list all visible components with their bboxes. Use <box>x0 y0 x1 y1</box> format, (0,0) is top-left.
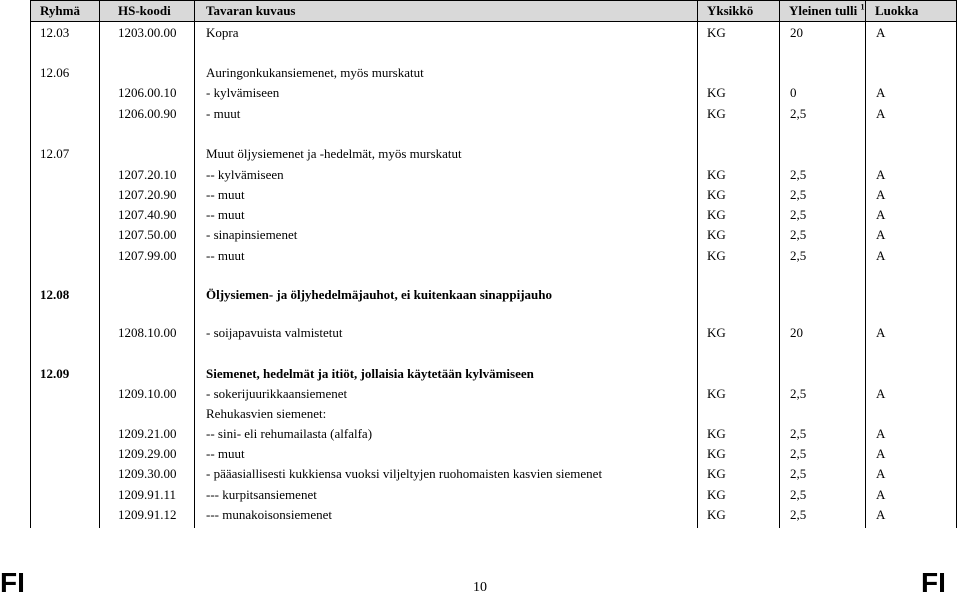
row-description: -- muut <box>206 207 245 222</box>
row-class: A <box>876 507 886 522</box>
row-group: 12.08 <box>40 287 70 302</box>
row-tariff: 2,5 <box>790 227 807 242</box>
row-code: 1206.00.10 <box>118 85 177 100</box>
header-description: Tavaran kuvaus <box>206 3 296 18</box>
row-code: 1209.30.00 <box>118 466 177 481</box>
row-code: 1207.50.00 <box>118 227 177 242</box>
row-tariff: 2,5 <box>790 466 807 481</box>
row-code: 1209.29.00 <box>118 446 177 461</box>
row-class: A <box>876 325 886 340</box>
grid-line <box>30 21 957 22</box>
row-unit: KG <box>707 446 726 461</box>
row-unit: KG <box>707 325 726 340</box>
header-class: Luokka <box>875 3 919 18</box>
row-code: 1203.00.00 <box>118 25 177 40</box>
row-code: 1209.21.00 <box>118 426 177 441</box>
row-tariff: 2,5 <box>790 167 807 182</box>
row-group: 12.07 <box>40 146 70 161</box>
row-tariff: 2,5 <box>790 248 807 263</box>
row-description: - soijapavuista valmistetut <box>206 325 343 340</box>
row-class: A <box>876 85 886 100</box>
row-unit: KG <box>707 426 726 441</box>
row-description: Siemenet, hedelmät ja itiöt, jollaisia käytetään kylvämiseen <box>206 366 534 381</box>
row-group: 12.06 <box>40 65 70 80</box>
row-code: 1207.40.90 <box>118 207 177 222</box>
row-description: Öljysiemen- ja öljyhedelmäjauhot, ei kuitenkaan sinappijauho <box>206 287 552 302</box>
grid-line <box>865 0 866 528</box>
grid-line <box>194 0 195 528</box>
row-group: 12.03 <box>40 25 70 40</box>
row-tariff: 20 <box>790 25 803 40</box>
row-class: A <box>876 207 886 222</box>
header-hs-code: HS-koodi <box>118 3 171 18</box>
row-code: 1206.00.90 <box>118 106 177 121</box>
grid-line <box>99 0 100 528</box>
row-group: 12.09 <box>40 366 70 381</box>
row-tariff: 2,5 <box>790 446 807 461</box>
grid-line <box>956 0 957 528</box>
row-description: Kopra <box>206 25 239 40</box>
grid-line <box>30 0 957 1</box>
row-code: 1207.99.00 <box>118 248 177 263</box>
row-unit: KG <box>707 85 726 100</box>
row-description: Rehukasvien siemenet: <box>206 406 327 421</box>
tariff-table <box>30 0 957 528</box>
row-unit: KG <box>707 207 726 222</box>
row-class: A <box>876 227 886 242</box>
row-code: 1207.20.10 <box>118 167 177 182</box>
row-tariff: 2,5 <box>790 106 807 121</box>
row-description: Muut öljysiemenet ja -hedelmät, myös murskatut <box>206 146 462 161</box>
row-code: 1209.91.11 <box>118 487 177 502</box>
row-class: A <box>876 446 886 461</box>
row-description: --- munakoisonsiemenet <box>206 507 332 522</box>
grid-line <box>30 0 31 528</box>
row-class: A <box>876 426 886 441</box>
grid-line <box>697 0 698 528</box>
header-tariff-footnote: 1 <box>860 2 865 12</box>
row-description: -- muut <box>206 446 245 461</box>
grid-line <box>779 0 780 528</box>
row-description: -- kylvämiseen <box>206 167 284 182</box>
row-unit: KG <box>707 167 726 182</box>
row-description: -- sini- eli rehumailasta (alfalfa) <box>206 426 373 441</box>
row-description: - muut <box>206 106 241 121</box>
row-code: 1208.10.00 <box>118 325 177 340</box>
header-unit: Yksikkö <box>707 3 754 18</box>
row-unit: KG <box>707 466 726 481</box>
row-class: A <box>876 167 886 182</box>
row-class: A <box>876 25 886 40</box>
row-tariff: 2,5 <box>790 487 807 502</box>
footer-right-fi: FI <box>921 567 946 598</box>
header-group: Ryhmä <box>40 3 80 18</box>
row-class: A <box>876 386 886 401</box>
row-description: - kylvämiseen <box>206 85 280 100</box>
row-description: -- muut <box>206 248 245 263</box>
row-description: Auringonkukansiemenet, myös murskatut <box>206 65 424 80</box>
row-unit: KG <box>707 187 726 202</box>
row-class: A <box>876 466 886 481</box>
row-description: - pääasiallisesti kukkiensa vuoksi viljeltyjen ruohomaisten kasvien siemenet <box>206 466 603 481</box>
row-description: - sokerijuurikkaansiemenet <box>206 386 348 401</box>
row-class: A <box>876 106 886 121</box>
row-unit: KG <box>707 106 726 121</box>
row-tariff: 2,5 <box>790 386 807 401</box>
row-class: A <box>876 248 886 263</box>
row-code: 1209.10.00 <box>118 386 177 401</box>
row-code: 1207.20.90 <box>118 187 177 202</box>
header-tariff: Yleinen tulli $^1$ <box>789 2 865 18</box>
row-tariff: 2,5 <box>790 207 807 222</box>
row-description: -- muut <box>206 187 245 202</box>
row-unit: KG <box>707 25 726 40</box>
row-class: A <box>876 487 886 502</box>
footer-left-fi: FI <box>0 567 25 598</box>
row-tariff: 2,5 <box>790 507 807 522</box>
row-description: - sinapinsiemenet <box>206 227 298 242</box>
row-unit: KG <box>707 487 726 502</box>
row-unit: KG <box>707 248 726 263</box>
row-tariff: 20 <box>790 325 803 340</box>
row-unit: KG <box>707 227 726 242</box>
row-tariff: 0 <box>790 85 797 100</box>
row-code: 1209.91.12 <box>118 507 177 522</box>
page-number: 10 <box>473 580 487 595</box>
row-tariff: 2,5 <box>790 426 807 441</box>
row-unit: KG <box>707 386 726 401</box>
row-class: A <box>876 187 886 202</box>
row-description: --- kurpitsansiemenet <box>206 487 317 502</box>
row-unit: KG <box>707 507 726 522</box>
row-tariff: 2,5 <box>790 187 807 202</box>
